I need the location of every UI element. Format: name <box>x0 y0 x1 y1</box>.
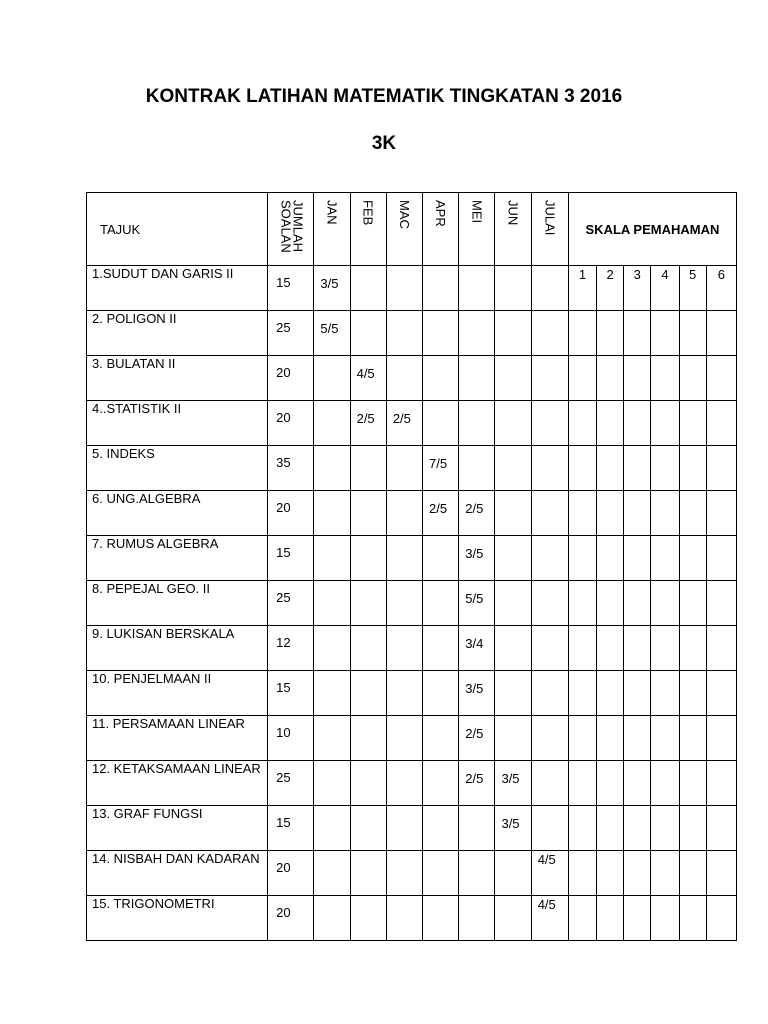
table-row <box>87 491 737 536</box>
scale-cell-1 <box>568 536 596 581</box>
scale-cell-5 <box>679 851 706 896</box>
scale-cell-1: 1 <box>568 266 596 311</box>
month-cell-jan <box>314 761 350 806</box>
header-month-jan <box>314 193 350 266</box>
scale-cell-6 <box>706 806 736 851</box>
jumlah-soalan-cell: 12 <box>268 626 314 671</box>
jumlah-soalan-cell: 25 <box>268 761 314 806</box>
month-cell-mac <box>386 581 422 626</box>
month-cell-feb <box>350 716 386 761</box>
month-cell-jan <box>314 446 350 491</box>
scale-cell-3 <box>624 851 651 896</box>
month-cell-apr <box>423 671 459 716</box>
scale-cell-3 <box>624 716 651 761</box>
month-cell-apr <box>423 581 459 626</box>
month-cell-jun: 3/5 <box>495 806 531 851</box>
scale-cell-2 <box>597 446 624 491</box>
topic-cell: 14. NISBAH DAN KADARAN <box>87 851 268 896</box>
scale-cell-2 <box>597 626 624 671</box>
scale-cell-1 <box>568 626 596 671</box>
topic-cell: 15. TRIGONOMETRI <box>87 896 268 941</box>
scale-cell-4 <box>651 851 679 896</box>
topic-cell: 2. POLIGON II <box>87 311 268 356</box>
header-jumlah-label: JUMLAH SOALAN <box>278 200 306 253</box>
header-month-label: MAC <box>396 200 412 229</box>
month-cell-apr <box>423 761 459 806</box>
scale-cell-6 <box>706 401 736 446</box>
month-cell-apr <box>423 626 459 671</box>
topic-cell: 9. LUKISAN BERSKALA <box>87 626 268 671</box>
scale-cell-6 <box>706 536 736 581</box>
scale-cell-2 <box>597 716 624 761</box>
month-cell-mac <box>386 356 422 401</box>
scale-cell-3: 3 <box>624 266 651 311</box>
scale-cell-5 <box>679 401 706 446</box>
month-cell-jan: 5/5 <box>314 311 350 356</box>
month-cell-mei <box>459 266 495 311</box>
scale-cell-2 <box>597 761 624 806</box>
month-cell-julai <box>531 716 568 761</box>
scale-cell-5 <box>679 671 706 716</box>
scale-cell-5 <box>679 446 706 491</box>
month-cell-apr <box>423 311 459 356</box>
month-cell-julai <box>531 761 568 806</box>
scale-cell-1 <box>568 716 596 761</box>
scale-cell-4 <box>651 536 679 581</box>
header-month-mei <box>459 193 495 266</box>
month-cell-jan <box>314 671 350 716</box>
month-cell-apr <box>423 716 459 761</box>
scale-cell-2: 2 <box>597 266 624 311</box>
month-cell-jun <box>495 266 531 311</box>
month-cell-feb <box>350 536 386 581</box>
topic-cell: 13. GRAF FUNGSI <box>87 806 268 851</box>
month-cell-feb <box>350 851 386 896</box>
scale-cell-5: 5 <box>679 266 706 311</box>
table-row <box>87 536 737 581</box>
topic-cell: 8. PEPEJAL GEO. II <box>87 581 268 626</box>
scale-cell-5 <box>679 536 706 581</box>
topic-cell: 6. UNG.ALGEBRA <box>87 491 268 536</box>
month-cell-mei: 5/5 <box>459 581 495 626</box>
month-cell-feb <box>350 896 386 941</box>
month-cell-jun <box>495 356 531 401</box>
month-cell-feb <box>350 581 386 626</box>
header-month-julai <box>531 193 568 266</box>
month-cell-julai <box>531 581 568 626</box>
scale-cell-6: 6 <box>706 266 736 311</box>
scale-cell-5 <box>679 896 706 941</box>
scale-cell-2 <box>597 491 624 536</box>
month-cell-mac <box>386 626 422 671</box>
topic-cell: 7. RUMUS ALGEBRA <box>87 536 268 581</box>
month-cell-jun <box>495 896 531 941</box>
scale-cell-2 <box>597 896 624 941</box>
header-month-jun <box>495 193 531 266</box>
jumlah-soalan-cell: 20 <box>268 851 314 896</box>
month-cell-mei <box>459 806 495 851</box>
jumlah-soalan-cell: 20 <box>268 896 314 941</box>
scale-cell-2 <box>597 311 624 356</box>
scale-cell-3 <box>624 806 651 851</box>
month-cell-mei <box>459 311 495 356</box>
document-title: KONTRAK LATIHAN MATEMATIK TINGKATAN 3 2016 <box>145 86 623 107</box>
month-cell-jun <box>495 536 531 581</box>
scale-cell-5 <box>679 716 706 761</box>
month-cell-jan <box>314 626 350 671</box>
topic-cell: 12. KETAKSAMAAN LINEAR <box>87 761 268 806</box>
month-cell-jun <box>495 311 531 356</box>
month-cell-mac <box>386 851 422 896</box>
scale-cell-1 <box>568 581 596 626</box>
month-cell-jun <box>495 401 531 446</box>
month-cell-apr <box>423 536 459 581</box>
scale-cell-5 <box>679 761 706 806</box>
month-cell-mei: 3/4 <box>459 626 495 671</box>
scale-cell-4 <box>651 446 679 491</box>
month-cell-feb <box>350 266 386 311</box>
month-cell-feb <box>350 491 386 536</box>
jumlah-soalan-cell: 15 <box>268 671 314 716</box>
scale-cell-5 <box>679 626 706 671</box>
scale-cell-4 <box>651 671 679 716</box>
month-cell-mac: 2/5 <box>386 401 422 446</box>
scale-cell-6 <box>706 851 736 896</box>
scale-cell-5 <box>679 806 706 851</box>
table-row <box>87 446 737 491</box>
scale-cell-6 <box>706 356 736 401</box>
scale-cell-6 <box>706 761 736 806</box>
topic-cell: 1.SUDUT DAN GARIS II <box>87 266 268 311</box>
month-cell-mei: 2/5 <box>459 716 495 761</box>
jumlah-soalan-cell: 20 <box>268 356 314 401</box>
month-cell-mei <box>459 401 495 446</box>
month-cell-jan <box>314 401 350 446</box>
scale-cell-1 <box>568 851 596 896</box>
month-cell-apr <box>423 356 459 401</box>
scale-cell-3 <box>624 536 651 581</box>
header-month-label: JULAI <box>542 200 558 236</box>
month-cell-apr <box>423 851 459 896</box>
month-cell-apr <box>423 806 459 851</box>
scale-cell-4 <box>651 896 679 941</box>
scale-cell-2 <box>597 356 624 401</box>
scale-cell-4 <box>651 581 679 626</box>
scale-cell-3 <box>624 446 651 491</box>
scale-cell-3 <box>624 626 651 671</box>
scale-cell-1 <box>568 446 596 491</box>
scale-cell-4 <box>651 626 679 671</box>
month-cell-feb <box>350 446 386 491</box>
month-cell-mac <box>386 311 422 356</box>
month-cell-mac <box>386 491 422 536</box>
month-cell-mac <box>386 716 422 761</box>
month-cell-mac <box>386 446 422 491</box>
table-row <box>87 401 737 446</box>
scale-cell-5 <box>679 491 706 536</box>
month-cell-mei <box>459 896 495 941</box>
table-row <box>87 806 737 851</box>
scale-cell-4 <box>651 401 679 446</box>
month-cell-apr <box>423 896 459 941</box>
scale-cell-3 <box>624 581 651 626</box>
scale-cell-1 <box>568 806 596 851</box>
month-cell-jun <box>495 851 531 896</box>
month-cell-feb: 4/5 <box>350 356 386 401</box>
scale-cell-2 <box>597 536 624 581</box>
month-cell-mei: 2/5 <box>459 491 495 536</box>
scale-cell-6 <box>706 671 736 716</box>
scale-cell-2 <box>597 851 624 896</box>
scale-cell-6 <box>706 311 736 356</box>
table-row <box>87 896 737 941</box>
header-month-apr <box>423 193 459 266</box>
header-skala-pemahaman: SKALA PEMAHAMAN <box>568 193 736 266</box>
scale-cell-4 <box>651 491 679 536</box>
table-row <box>87 761 737 806</box>
month-cell-julai <box>531 671 568 716</box>
month-cell-julai: 4/5 <box>531 896 568 941</box>
scale-cell-6 <box>706 581 736 626</box>
scale-cell-3 <box>624 671 651 716</box>
month-cell-mei <box>459 356 495 401</box>
month-cell-jun <box>495 671 531 716</box>
month-cell-jun <box>495 626 531 671</box>
month-cell-mei: 3/5 <box>459 671 495 716</box>
scale-cell-4 <box>651 356 679 401</box>
month-cell-jun <box>495 446 531 491</box>
topic-cell: 3. BULATAN II <box>87 356 268 401</box>
header-month-label: JUN <box>505 200 521 226</box>
scale-cell-4 <box>651 311 679 356</box>
jumlah-soalan-cell: 15 <box>268 266 314 311</box>
month-cell-jan: 3/5 <box>314 266 350 311</box>
month-cell-julai <box>531 311 568 356</box>
month-cell-jan <box>314 581 350 626</box>
scale-cell-3 <box>624 491 651 536</box>
month-cell-mei <box>459 851 495 896</box>
month-cell-apr: 7/5 <box>423 446 459 491</box>
jumlah-soalan-cell: 10 <box>268 716 314 761</box>
jumlah-soalan-cell: 15 <box>268 536 314 581</box>
scale-cell-1 <box>568 896 596 941</box>
jumlah-soalan-cell: 25 <box>268 581 314 626</box>
month-cell-feb <box>350 671 386 716</box>
month-cell-feb: 2/5 <box>350 401 386 446</box>
month-cell-mac <box>386 806 422 851</box>
scale-cell-5 <box>679 311 706 356</box>
month-cell-julai <box>531 356 568 401</box>
scale-cell-5 <box>679 581 706 626</box>
jumlah-soalan-cell: 35 <box>268 446 314 491</box>
header-month-label: JAN <box>324 200 340 225</box>
month-cell-feb <box>350 626 386 671</box>
scale-cell-2 <box>597 806 624 851</box>
month-cell-julai <box>531 401 568 446</box>
month-cell-jan <box>314 491 350 536</box>
month-cell-julai <box>531 626 568 671</box>
jumlah-soalan-cell: 25 <box>268 311 314 356</box>
jumlah-soalan-cell: 20 <box>268 401 314 446</box>
month-cell-jan <box>314 356 350 401</box>
jumlah-soalan-cell: 20 <box>268 491 314 536</box>
month-cell-jun <box>495 716 531 761</box>
scale-cell-3 <box>624 356 651 401</box>
month-cell-mac <box>386 761 422 806</box>
table-row <box>87 671 737 716</box>
month-cell-apr <box>423 401 459 446</box>
month-cell-jan <box>314 716 350 761</box>
month-cell-julai: 4/5 <box>531 851 568 896</box>
topic-cell: 10. PENJELMAAN II <box>87 671 268 716</box>
table-row <box>87 716 737 761</box>
month-cell-julai <box>531 446 568 491</box>
scale-cell-5 <box>679 356 706 401</box>
month-cell-julai <box>531 491 568 536</box>
header-month-label: APR <box>433 200 449 227</box>
header-month-feb <box>350 193 386 266</box>
month-cell-jan <box>314 896 350 941</box>
scale-cell-2 <box>597 671 624 716</box>
class-label: 3K <box>371 133 397 154</box>
month-cell-mac <box>386 896 422 941</box>
header-month-label: MEI <box>469 200 485 224</box>
month-cell-mac <box>386 671 422 716</box>
scale-cell-3 <box>624 311 651 356</box>
scale-cell-1 <box>568 761 596 806</box>
scale-cell-1 <box>568 491 596 536</box>
month-cell-jun <box>495 581 531 626</box>
table-row <box>87 851 737 896</box>
month-cell-julai <box>531 266 568 311</box>
header-month-label: FEB <box>360 200 376 226</box>
scale-cell-4 <box>651 806 679 851</box>
month-cell-jun: 3/5 <box>495 761 531 806</box>
scale-cell-4: 4 <box>651 266 679 311</box>
scale-cell-1 <box>568 311 596 356</box>
scale-cell-1 <box>568 401 596 446</box>
scale-cell-1 <box>568 356 596 401</box>
month-cell-feb <box>350 806 386 851</box>
scale-cell-6 <box>706 716 736 761</box>
scale-cell-4 <box>651 761 679 806</box>
topic-cell: 11. PERSAMAAN LINEAR <box>87 716 268 761</box>
month-cell-jan <box>314 806 350 851</box>
month-cell-jun <box>495 491 531 536</box>
month-cell-feb <box>350 311 386 356</box>
jumlah-soalan-cell: 15 <box>268 806 314 851</box>
month-cell-apr <box>423 266 459 311</box>
month-cell-feb <box>350 761 386 806</box>
header-tajuk: TAJUK <box>87 193 268 266</box>
scale-cell-6 <box>706 626 736 671</box>
month-cell-mac <box>386 536 422 581</box>
table-row <box>87 311 737 356</box>
month-cell-mei: 2/5 <box>459 761 495 806</box>
contract-table <box>86 192 737 941</box>
month-cell-mei <box>459 446 495 491</box>
month-cell-jan <box>314 851 350 896</box>
scale-cell-6 <box>706 446 736 491</box>
month-cell-jan <box>314 536 350 581</box>
scale-cell-3 <box>624 761 651 806</box>
header-row <box>87 193 737 266</box>
table-row <box>87 356 737 401</box>
month-cell-mei: 3/5 <box>459 536 495 581</box>
topic-cell: 4..STATISTIK II <box>87 401 268 446</box>
header-month-mac <box>386 193 422 266</box>
table-row <box>87 581 737 626</box>
scale-cell-3 <box>624 401 651 446</box>
scale-cell-1 <box>568 671 596 716</box>
month-cell-mac <box>386 266 422 311</box>
scale-cell-3 <box>624 896 651 941</box>
month-cell-julai <box>531 536 568 581</box>
month-cell-apr: 2/5 <box>423 491 459 536</box>
topic-cell: 5. INDEKS <box>87 446 268 491</box>
scale-cell-4 <box>651 716 679 761</box>
scale-cell-6 <box>706 896 736 941</box>
scale-cell-2 <box>597 581 624 626</box>
header-jumlah-soalan <box>268 193 314 266</box>
scale-cell-6 <box>706 491 736 536</box>
month-cell-julai <box>531 806 568 851</box>
table-row <box>87 626 737 671</box>
scale-cell-2 <box>597 401 624 446</box>
table-row <box>87 266 737 311</box>
